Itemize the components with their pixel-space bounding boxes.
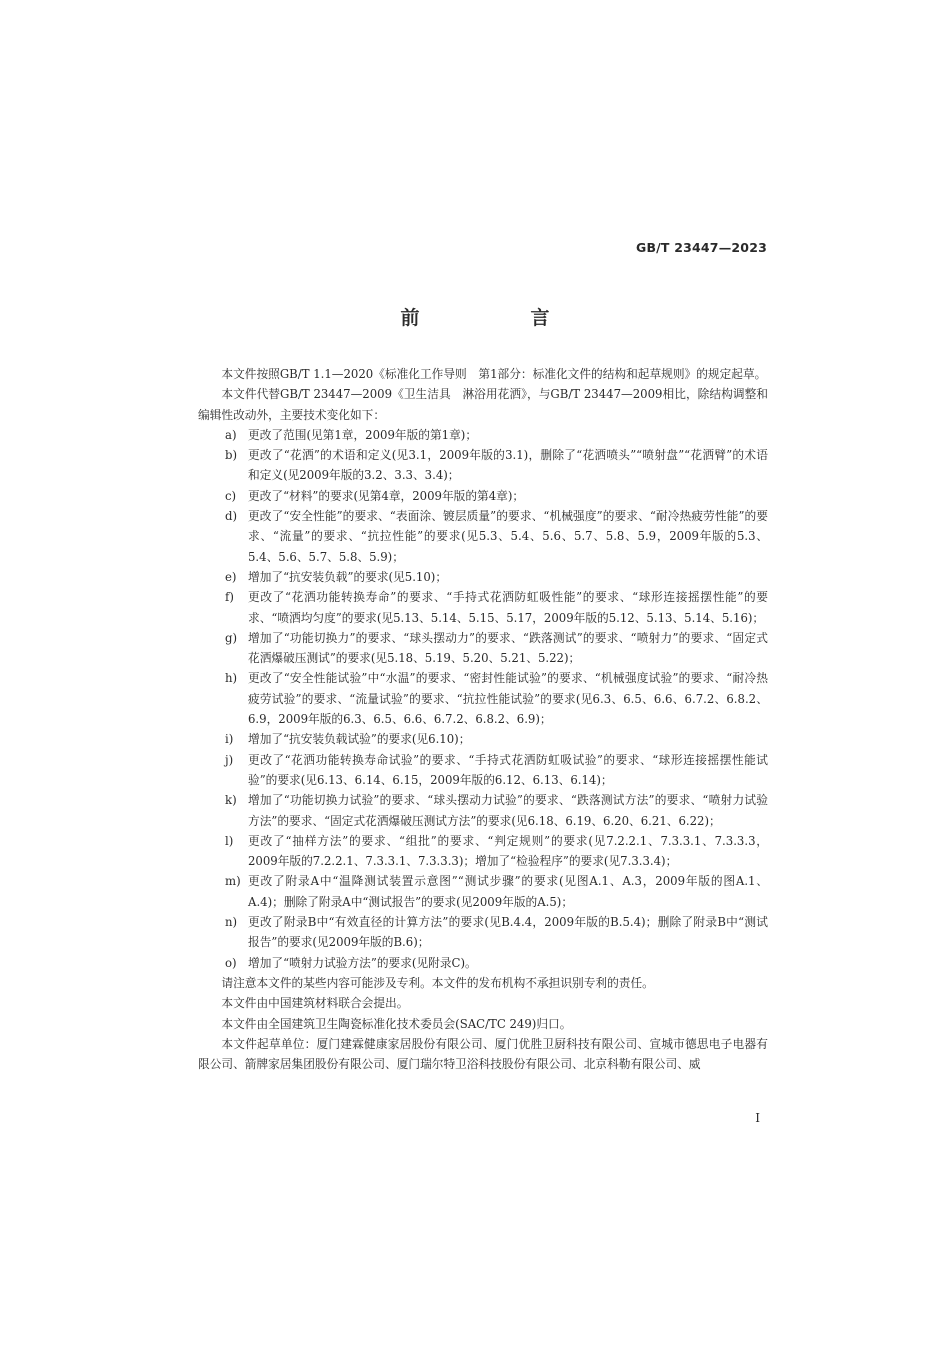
list-item <box>198 506 768 567</box>
list-marker: h) <box>225 671 238 686</box>
list-marker: b) <box>225 448 238 463</box>
standard-code: GB/T 23447—2023 <box>635 240 767 255</box>
paragraph-patent-notice: 请注意本文件的某些内容可能涉及专利。本文件的发布机构不承担识别专利的责任。 <box>221 975 654 990</box>
list-item-text: 更改了“材料”的要求(见第4章，2009年版的第4章)； <box>248 488 525 503</box>
list-item <box>198 871 768 912</box>
list-marker: c) <box>225 488 237 503</box>
list-marker: o) <box>225 955 237 970</box>
paragraph-replacement: 本文件代替GB/T 23447—2009《卫生洁具 淋浴用花洒》，与GB/T 23447—2009相比，除结构调整和编辑性改动外，主要技术变化如下： <box>198 387 768 422</box>
page-number: I <box>755 1111 760 1125</box>
list-item <box>198 831 768 872</box>
list-item-text: 更改了“安全性能试验”中“水温”的要求、“密封性能试验”的要求、“机械强度试验”的要求、“耐冷热疲劳试验”的要求、“流量试验”的要求、“抗拉性能试验”的要求(见6.3、6.5、6.6、6.7.2、6.8.2、6.9，2009年版的6.3、6.5、6.6、6.7.2、6.8.2、6.9)； <box>248 671 768 727</box>
list-marker: g) <box>225 630 238 645</box>
list-item-text: 增加了“功能切换力试验”的要求、“球头摆动力试验”的要求、“跌落测试方法”的要求、“喷射力试验方法”的要求、“固定式花洒爆破压测试方法”的要求(见6.18、6.19、6.20、6.21、6.22)； <box>248 793 768 828</box>
list-item-text: 更改了范围(见第1章，2009年版的第1章)； <box>248 427 478 442</box>
list-item <box>198 486 768 506</box>
list-marker: d) <box>225 509 238 524</box>
list-item <box>198 445 768 486</box>
body-text <box>198 364 768 1074</box>
list-item-text: 更改了“花洒”的术语和定义(见3.1，2009年版的3.1)，删除了“花洒喷头”“喷射盘”“花洒臂”的术语和定义(见2009年版的3.2、3.3、3.4)； <box>248 448 768 483</box>
paragraph-committee: 本文件由全国建筑卫生陶瓷标准化技术委员会(SAC/TC 249)归口。 <box>221 1016 572 1031</box>
list-item <box>198 750 768 791</box>
list-item-text: 增加了“喷射力试验方法”的要求(见附录C)。 <box>248 955 477 970</box>
list-marker: l) <box>225 833 234 848</box>
list-item-text: 更改了“安全性能”的要求、“表面涂、镀层质量”的要求、“机械强度”的要求、“耐冷热疲劳性能”的要求、“流量”的要求、“抗拉性能”的要求(见5.3、5.4、5.6、5.7、5.8、5.9，2009年版的5.3、5.4、5.6、5.7、5.8、5.9)； <box>248 509 768 564</box>
paragraph-proposer: 本文件由中国建筑材料联合会提出。 <box>221 996 409 1011</box>
list-item <box>198 628 768 669</box>
list-item-text: 更改了“花洒功能转换寿命”的要求、“手持式花洒防虹吸性能”的要求、“球形连接摇摆性能”的要求、“喷洒均匀度”的要求(见5.13、5.14、5.15、5.17，2009年版的5.12、5.13、5.14、5.16)； <box>248 590 768 625</box>
list-marker: a) <box>225 427 237 442</box>
page-title: 前 言 <box>400 307 596 329</box>
list-marker: k) <box>225 793 237 808</box>
list-item-text: 更改了“花洒功能转换寿命试验”的要求、“手持式花洒防虹吸试验”的要求、“球形连接摇摆性能试验”的要求(见6.13、6.14、6.15，2009年版的6.12、6.13、6.14)； <box>248 752 768 787</box>
list-item <box>198 668 768 729</box>
list-marker: j) <box>225 752 234 767</box>
changes-list <box>198 425 768 973</box>
list-marker: m) <box>225 874 241 889</box>
list-item <box>198 912 768 953</box>
list-item-text: 更改了附录B中“有效直径的计算方法”的要求(见B.4.4，2009年版的B.5.4)；删除了附录B中“测试报告”的要求(见2009年版的B.6)； <box>248 915 768 950</box>
list-item <box>198 567 768 587</box>
list-item <box>198 953 768 973</box>
paragraph-drafting-units: 本文件起草单位：厦门建霖健康家居股份有限公司、厦门优胜卫厨科技有限公司、宣城市德思电子电器有限公司、箭牌家居集团股份有限公司、厦门瑞尔特卫浴科技股份有限公司、北京科勒有限公司、威 <box>198 1036 768 1072</box>
list-item-text: 更改了附录A中“温降测试装置示意图”“测试步骤”的要求(见图A.1、A.3，2009年版的图A.1、A.4)；删除了附录A中“测试报告”的要求(见2009年版的A.5)； <box>248 874 768 909</box>
list-item <box>198 587 768 628</box>
list-marker: f) <box>225 590 234 605</box>
list-item-text: 增加了“抗安装负载试验”的要求(见6.10)； <box>248 732 471 747</box>
list-item <box>198 729 768 749</box>
list-item <box>198 790 768 831</box>
list-marker: n) <box>225 915 238 930</box>
paragraph-drafting-rule: 本文件按照GB/T 1.1—2020《标准化工作导则 第1部分：标准化文件的结构和起草规则》的规定起草。 <box>221 367 767 381</box>
list-item <box>198 425 768 445</box>
list-item-text: 增加了“功能切换力”的要求、“球头摆动力”的要求、“跌落测试”的要求、“喷射力”的要求、“固定式花洒爆破压测试”的要求(见5.18、5.19、5.20、5.21、5.22)； <box>248 630 768 666</box>
list-item-text: 更改了“抽样方法”的要求、“组批”的要求、“判定规则”的要求(见7.2.2.1、7.3.3.1、7.3.3.3，2009年版的7.2.2.1、7.3.3.1、7.3.3.3)；增加了“检验程序”的要求(见7.3.3.4)； <box>248 833 768 869</box>
list-marker: i) <box>225 732 234 747</box>
list-item-text: 增加了“抗安装负载”的要求(见5.10)； <box>248 569 448 584</box>
list-marker: e) <box>225 569 237 584</box>
